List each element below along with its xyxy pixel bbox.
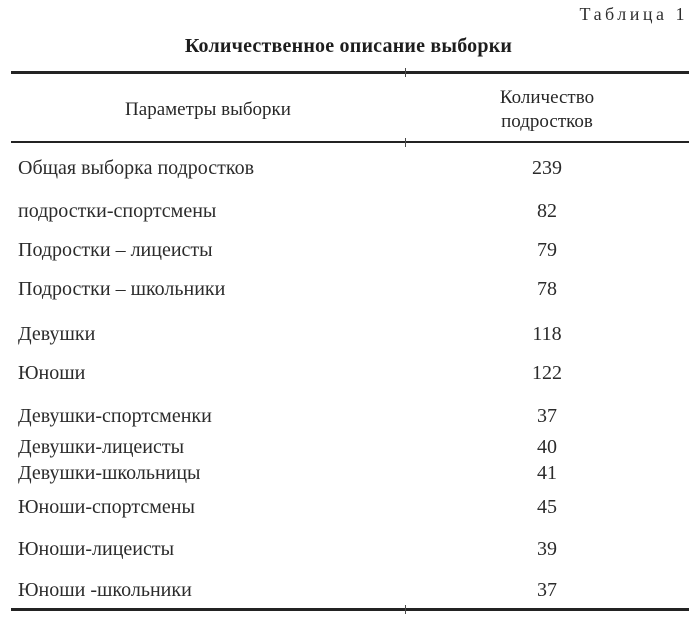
column-header-count-line1: Количество	[499, 87, 595, 108]
row-label: подростки-спортсмены	[18, 200, 217, 222]
row-label: Юноши-спортсмены	[18, 496, 195, 518]
table-rule-top	[11, 71, 689, 74]
table-row	[11, 321, 689, 347]
row-label: Девушки-лицеисты	[18, 436, 185, 458]
table-title: Количественное описание выборки	[184, 35, 513, 57]
column-divider-tick-middle	[405, 138, 406, 147]
table-row	[11, 536, 689, 562]
row-value: 37	[537, 579, 557, 601]
row-value: 78	[537, 278, 557, 300]
row-value: 122	[532, 362, 562, 384]
table-rule-header-bottom	[11, 141, 689, 143]
table-row	[11, 360, 689, 386]
row-label: Подростки – лицеисты	[18, 239, 213, 261]
table-row	[11, 403, 689, 429]
row-label: Юноши -школьники	[18, 579, 192, 601]
table-row	[11, 460, 689, 486]
row-label: Юноши	[18, 362, 86, 384]
row-label: Девушки-спортсменки	[18, 405, 212, 427]
table-caption: Таблица 1	[579, 4, 688, 24]
table-row	[11, 276, 689, 302]
column-header-count	[405, 86, 689, 134]
table-row	[11, 198, 689, 224]
row-value: 79	[537, 239, 557, 261]
row-value: 40	[537, 436, 557, 458]
row-value: 37	[537, 405, 557, 427]
column-divider-tick-top	[405, 68, 406, 77]
row-value: 239	[532, 157, 562, 179]
table-row	[11, 237, 689, 263]
row-value: 118	[532, 323, 562, 345]
row-label: Подростки – школьники	[18, 278, 226, 300]
row-label: Общая выборка подростков	[18, 157, 255, 179]
row-value: 39	[537, 538, 557, 560]
table-rule-bottom	[11, 608, 689, 611]
table-row	[11, 155, 689, 181]
column-header-count-line2: подростков	[501, 111, 593, 132]
row-label: Девушки	[18, 323, 96, 345]
column-divider-tick-bottom	[405, 605, 406, 614]
column-header-parameters: Параметры выборки	[125, 99, 291, 120]
table-row	[11, 577, 689, 603]
row-label: Юноши-лицеисты	[18, 538, 175, 560]
table-row	[11, 494, 689, 520]
table-row	[11, 434, 689, 460]
row-value: 41	[537, 462, 557, 484]
row-value: 82	[537, 200, 557, 222]
row-label: Девушки-школьницы	[18, 462, 201, 484]
row-value: 45	[537, 496, 557, 518]
